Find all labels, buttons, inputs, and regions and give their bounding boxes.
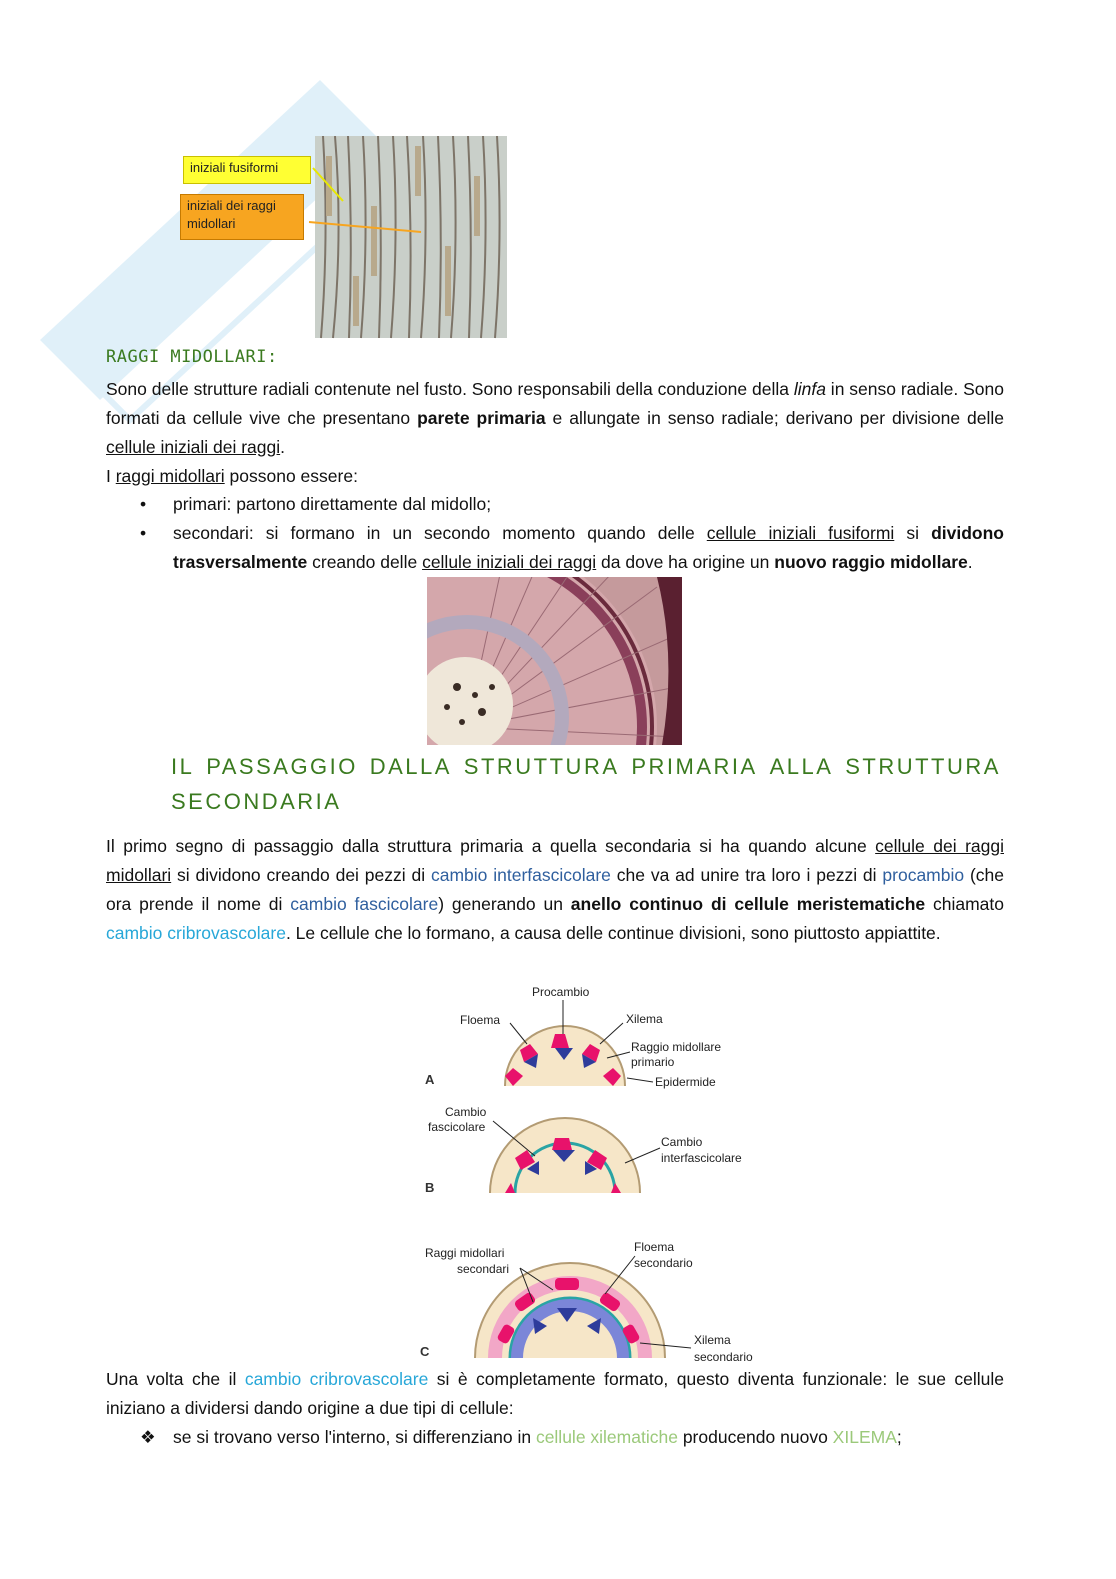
- panel-letter-c: C: [420, 1344, 430, 1359]
- text-run: (che ora prende il nome di: [106, 865, 1005, 914]
- diagram-panel-a: [425, 985, 721, 1089]
- label-floema: Floema: [460, 1013, 501, 1027]
- bold-anello-continuo: anello continuo di cellule meristematiche: [570, 894, 926, 914]
- text-run: e allungate in senso radiale; derivano per divisione delle: [545, 408, 1004, 428]
- label-procambio: Procambio: [532, 985, 590, 999]
- text-run: Il primo segno di passaggio dalla struttura primaria a quella secondaria si ha quando alcune: [106, 836, 876, 856]
- heading-word: PRIMARIA: [631, 754, 758, 779]
- list-item: [140, 519, 1004, 577]
- label-ray-initials-line2: midollari: [187, 216, 236, 231]
- text-run: in senso radiale. Sono formati da cellule vive che presentano: [106, 379, 1004, 428]
- text-run: chiamato: [925, 894, 1004, 914]
- panel-letter-a: A: [425, 1072, 435, 1087]
- term-procambio: procambio: [882, 865, 965, 885]
- term-xilema: XILEMA: [832, 1427, 897, 1447]
- underline-cellule-iniziali: cellule iniziali dei raggi: [106, 437, 281, 457]
- diagram-panel-b: [425, 1105, 742, 1195]
- paragraph-cambio-funzionale: [106, 1365, 1004, 1423]
- heading-raggi-midollari: RAGGI MIDOLLARI:: [106, 347, 278, 367]
- text-run: ) generando un: [438, 894, 571, 914]
- label-epidermide: Epidermide: [655, 1075, 716, 1089]
- text-run: che va ad unire tra loro i pezzi di: [610, 865, 883, 885]
- underline-cellule-fusiformi: cellule iniziali fusiformi: [706, 523, 895, 543]
- text-run: da dove ha origine un: [596, 552, 775, 572]
- label-secondari: secondari: [457, 1262, 510, 1276]
- heading-word: STRUTTURA: [463, 754, 620, 779]
- stem-cross-section-image: [427, 577, 682, 745]
- heading-word: IL: [171, 754, 195, 779]
- underline-cellule-raggi: cellule iniziali dei raggi: [422, 552, 597, 572]
- label-xilema: Xilema: [626, 1012, 663, 1026]
- diamond-bullet-icon: ❖: [140, 1427, 156, 1447]
- diagram-primary-to-secondary: [415, 978, 775, 1363]
- list-item: [140, 1423, 1004, 1452]
- text-run: se si trovano verso l'interno, si differenziano in: [173, 1427, 536, 1447]
- term-cambio-cribrovascolare: cambio cribrovascolare: [244, 1369, 429, 1389]
- label-primario: primario: [631, 1055, 675, 1069]
- label-floema: Floema: [634, 1240, 675, 1254]
- label-raggi-midollari: Raggi midollari: [425, 1246, 505, 1260]
- text-run: secondari: si formano in un secondo momento quando delle: [173, 523, 707, 543]
- diagram-panel-c: [420, 1240, 753, 1363]
- text-run: si: [894, 523, 932, 543]
- text-run: possono essere:: [224, 466, 358, 486]
- label-cambio: Cambio: [445, 1105, 487, 1119]
- label-fascicolare: fascicolare: [428, 1120, 486, 1134]
- italic-linfa: linfa: [793, 379, 826, 399]
- bold-dividono: dividono trasversalmente: [173, 523, 1004, 572]
- text-run: ;: [896, 1427, 902, 1447]
- paragraph-passaggio: [106, 832, 1004, 948]
- list-item: [140, 490, 1004, 519]
- underline-cellule-raggi-midollari: cellule dei raggi midollari: [106, 836, 1004, 885]
- heading-word: ALLA: [769, 754, 834, 779]
- heading-line-1: [171, 749, 1001, 784]
- bullet-dot-icon: •: [140, 494, 147, 514]
- label-ray-initials-line1: iniziali dei raggi: [187, 198, 276, 213]
- heading-passaggio-struttura: [171, 749, 1001, 819]
- text-run: Sono delle strutture radiali contenute nel fusto. Sono responsabili della conduzione della: [106, 379, 794, 399]
- label-xilema: Xilema: [694, 1333, 731, 1347]
- text-run: . Le cellule che lo formano, a causa delle continue divisioni, sono piuttosto appiattite.: [285, 923, 941, 943]
- text-run: Una volta che il: [106, 1369, 245, 1389]
- label-raggio-midollare: Raggio midollare: [631, 1040, 722, 1054]
- heading-line-2: SECONDARIA: [171, 789, 342, 814]
- text-run: producendo nuovo: [677, 1427, 833, 1447]
- text-run: creando delle: [307, 552, 423, 572]
- bullet-list-raggi: [140, 490, 1004, 577]
- panel-letter-b: B: [425, 1180, 435, 1195]
- term-cambio-fascicolare: cambio fascicolare: [290, 894, 439, 914]
- label-secondario: secondario: [634, 1256, 693, 1270]
- label-secondario: secondario: [694, 1350, 753, 1363]
- label-ray-initials: [180, 194, 304, 240]
- text-run: .: [280, 437, 285, 457]
- bold-nuovo-raggio: nuovo raggio midollare: [774, 552, 968, 572]
- underline-raggi-midollari: raggi midollari: [115, 466, 225, 486]
- micrograph-fusiform-initials: [183, 136, 513, 341]
- text-run: si dividono creando dei pezzi di: [171, 865, 431, 885]
- paragraph-raggi: [106, 375, 1004, 491]
- term-cambio-cribrovascolare: cambio cribrovascolare: [106, 923, 286, 943]
- label-fusiform-initials: iniziali fusiformi: [183, 156, 311, 184]
- text-run: si è completamente formato, questo diventa funzionale: le sue cellule iniziano a dividersi dando origine a due tipi di cellule:: [106, 1369, 1004, 1418]
- heading-word: DALLA: [369, 754, 452, 779]
- heading-word: PASSAGGIO: [206, 754, 358, 779]
- label-cambio: Cambio: [661, 1135, 703, 1149]
- heading-word: STRUTTURA: [845, 754, 1001, 779]
- term-cambio-interfascicolare: cambio interfascicolare: [430, 865, 611, 885]
- label-interfascicolare: interfascicolare: [661, 1151, 742, 1165]
- list-item-text: primari: partono direttamente dal midollo;: [173, 494, 492, 514]
- bullet-dot-icon: •: [140, 523, 147, 543]
- text-run: .: [967, 552, 973, 572]
- term-cellule-xilematiche: cellule xilematiche: [535, 1427, 678, 1447]
- text-run: I: [106, 466, 116, 486]
- bold-parete-primaria: parete primaria: [417, 408, 546, 428]
- bullet-list-cellule: [140, 1423, 1004, 1452]
